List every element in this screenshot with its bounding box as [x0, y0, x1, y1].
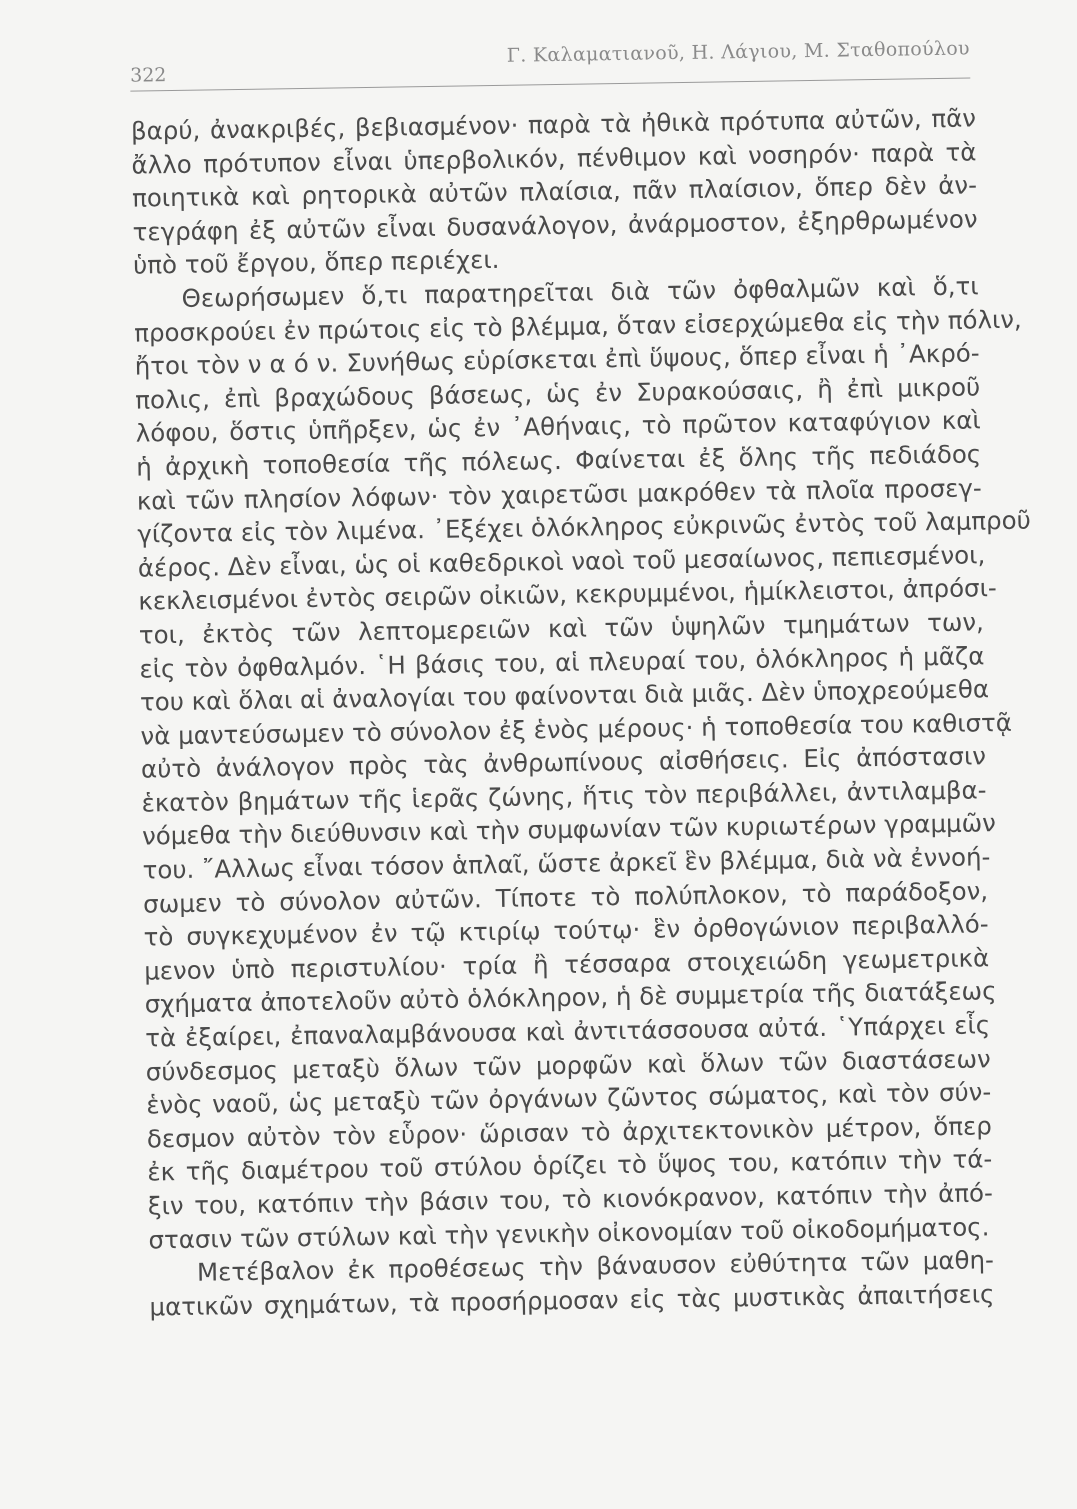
text-line: Μετέβαλον ἐκ προθέσεως τὴν βάναυσον εὐθύτητα τῶν μαθη- [196, 1245, 995, 1287]
text-line: στασιν τῶν στύλων καὶ τὴν γενικὴν οἰκονομίαν τοῦ οἰκοδομήματος. [148, 1211, 990, 1255]
text-line: τὸ συγκεχυμένον ἐν τῷ κτιρίῳ τούτῳ· ἓν ὀρθογώνιον περιβαλλό- [143, 909, 989, 952]
text-line: τεγράφη ἐξ αὐτῶν εἶναι δυσανάλογον, ἀνάρμοστον, ἐξηρθρωμένον [132, 204, 978, 247]
body-text [130, 101, 1031, 1323]
text-line: ἄλλο πρότυπον εἶναι ὑπερβολικόν, πένθιμον καὶ νοσηρόν· παρὰ τὰ [131, 136, 977, 180]
text-line: ἀέρος. Δὲν εἶναι, ὡς οἱ καθεδρικοὶ ναοὶ τοῦ μεσαίωνος, πεπιεσμένοι, [137, 540, 986, 583]
text-line: ἤτοι τὸν ν α ό ν. Συνήθως εὑρίσκεται ἐπὶ ὕψους, ὅπερ εἶναι ἡ ᾿Ακρό- [134, 338, 980, 381]
text-line: τοι, ἐκτὸς τῶν λεπτομερειῶν καὶ τῶν ὑψηλῶν τμημάτων των, [138, 607, 985, 650]
text-line: νὰ μαντεύσωμεν τὸ σύνολον ἐξ ἑνὸς μέρους· ἡ τοποθεσία του καθιστᾷ [140, 707, 1013, 751]
text-line: αὐτὸ ἀνάλογον πρὸς τὰς ἀνθρωπίνους αἰσθήσεις. Εἰς ἀπόστασιν [140, 741, 987, 784]
text-line: του. ῎Αλλως εἶναι τόσον ἁπλαῖ, ὥστε ἀρκεῖ ἓν βλέμμα, διὰ νὰ ἐννοή- [142, 842, 991, 885]
text-line: ἑνὸς ναοῦ, ὡς μεταξὺ τῶν ὀργάνων ζῶντος σώματος, καὶ τὸν σύν- [146, 1077, 992, 1120]
text-line: τὰ ἐξαίρει, ἐπαναλαμβάνουσα καὶ ἀντιτάσσουσα αὐτά. ῾Υπάρχει εἷς [145, 1010, 991, 1053]
text-line: μενον ὑπὸ περιστυλίου· τρία ἢ τέσσαρα στοιχειώδη γεωμετρικὰ [143, 943, 990, 986]
text-line: ματικῶν σχημάτων, τὰ προσήρμοσαν εἰς τὰς μυστικὰς ἀπαιτήσεις [149, 1279, 995, 1322]
text-line: σύνδεσμος μεταξὺ ὅλων τῶν μορφῶν καὶ ὅλων τῶν διαστάσεων [145, 1043, 991, 1087]
page-header [130, 37, 971, 91]
text-line: Θεωρήσωμεν ὅ,τι παρατηρεῖται διὰ τῶν ὀφθαλμῶν καὶ ὅ,τι [181, 271, 979, 313]
text-line: σχήματα ἀποτελοῦν αὐτὸ ὁλόκληρον, ἡ δὲ συμμετρία τῆς διατάξεως [144, 976, 997, 1019]
page-number: 322 [129, 64, 167, 87]
text-line: εἰς τὸν ὀφθαλμόν. ῾Η βάσις του, αἱ πλευραί του, ὁλόκληρος ἡ μᾶζα [139, 640, 985, 684]
text-line: ἑκατὸν βημάτων τῆς ἱερᾶς ζώνης, ἥτις τὸν περιβάλλει, ἀντιλαμβα- [141, 775, 987, 818]
text-line: ὑπὸ τοῦ ἔργου, ὅπερ περιέχει. [132, 245, 500, 281]
text-line: νόμεθα τὴν διεύθυνσιν καὶ τὴν συμφωνίαν τῶν κυριωτέρων γραμμῶν [141, 808, 997, 852]
text-line: ἡ ἀρχικὴ τοποθεσία τῆς πόλεως. Φαίνεται ἐξ ὅλης τῆς πεδιάδος [136, 439, 982, 482]
text-line: γίζοντα εἰς τὸν λιμένα. ᾿Εξέχει ὁλόκληρος εὐκρινῶς ἐντὸς τοῦ λαμπροῦ [137, 505, 1031, 549]
text-line: ἐκ τῆς διαμέτρου τοῦ στύλου ὁρίζει τὸ ὕψος του, κατόπιν τὴν τά- [147, 1144, 993, 1187]
text-line: δεσμον αὐτὸν τὸν εὗρον· ὥρισαν τὸ ἀρχιτεκτονικὸν μέτρον, ὅπερ [146, 1111, 992, 1154]
text-line: ποιητικὰ καὶ ρητορικὰ αὐτῶν πλαίσια, πᾶν πλαίσιον, ὅπερ δὲν ἀν- [131, 170, 978, 213]
text-line: προσκρούει ἐν πρώτοις εἰς τὸ βλέμμα, ὅταν εἰσερχώμεθα εἰς τὴν πόλιν, [133, 304, 1022, 348]
text-line: ξιν του, κατόπιν τὴν βάσιν του, τὸ κιονόκρανον, κατόπιν τὴν ἀπό- [147, 1178, 994, 1221]
text-line: πολις, ἐπὶ βραχώδους βάσεως, ὡς ἐν Συρακούσαις, ἢ ἐπὶ μικροῦ [135, 372, 981, 415]
text-line: βαρύ, ἀνακριβές, βεβιασμένον· παρὰ τὰ ἠθικὰ πρότυπα αὐτῶν, πᾶν [130, 103, 977, 146]
running-title: Γ. Καλαματιανοῦ, Η. Λάγιου, Μ. Σταθοπούλου [506, 37, 970, 67]
text-line: σωμεν τὸ σύνολον αὐτῶν. Τίποτε τὸ πολύπλοκον, τὸ παράδοξον, [142, 875, 989, 919]
text-line: κεκλεισμένοι ἐντὸς σειρῶν οἰκιῶν, κεκρυμμένοι, ἡμίκλειστοι, ἀπρόσι- [138, 573, 997, 616]
text-line: λόφου, ὅστις ὑπῆρξεν, ὡς ἐν ᾿Αθήναις, τὸ πρῶτον καταφύγιον καὶ [135, 405, 981, 448]
text-line: του καὶ ὅλαι αἱ ἀναλογίαι του φαίνονται διὰ μιᾶς. Δὲν ὑποχρεούμεθα [139, 674, 990, 717]
text-line: καὶ τῶν πλησίον λόφων· τὸν χαιρετῶσι μακρόθεν τὰ πλοῖα προσεγ- [136, 472, 982, 516]
